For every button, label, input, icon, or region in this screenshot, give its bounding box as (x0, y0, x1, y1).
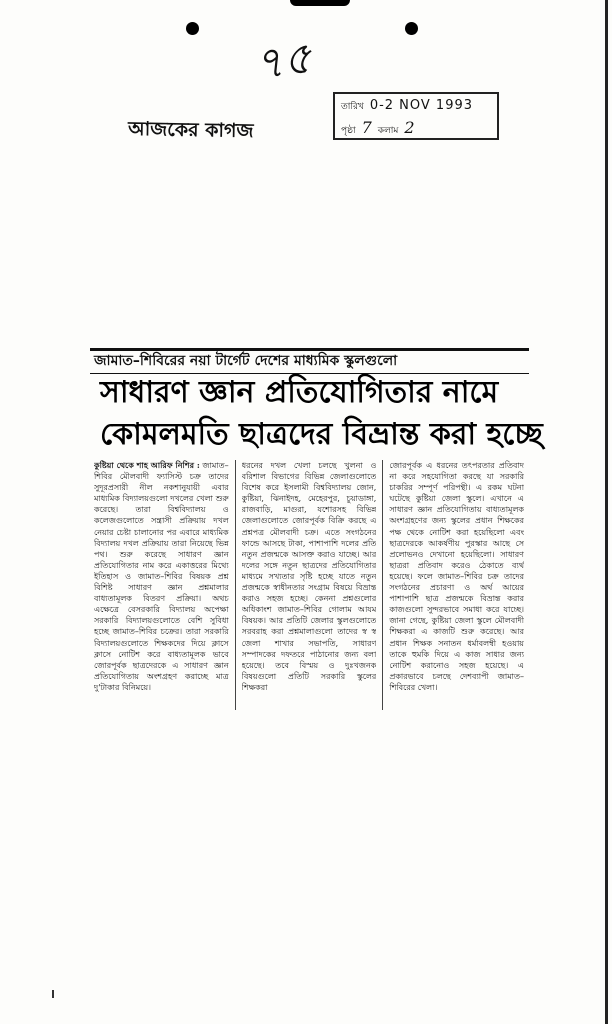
article-column-2: ধরনের দখল খেলা চলছে খুলনা ও বরিশাল বিভাগের বিভিন্ন জেলাগুলোতে বিশেষ করে ইসলামী বিশ্ববিদ্যালয় জোন, কুষ্টিয়া, ঝিনাইদহ, মেহেরপুর, চুয়াডাঙ্গা, রাজবাড়ি, মাগুরা, যশোরসহ বিভিন্ন জেলাগুলোতে জোরপূর্বক বিক্রি করছে এ প্রশ্নপত্র মৌলবাদী চক্র। এতে সংগঠনের ফান্ডে আসছে টাকা, পাশাপাশি দলের প্রতি নতুন প্রজন্মকে আসক্ত করাও যাচ্ছে। আর দলের সঙ্গে নতুন ছাত্রদের প্রতিযোগিতার মাধ্যমে সখ্যতার সৃষ্টি হচ্ছে যাতে নতুন প্রজন্মকে স্বাধীনতার সংগ্রাম বিষয়ে বিভ্রান্ত করাও সহজ হচ্ছে। কেননা প্রশ্নগুলোর অধিকাংশ জামাত–শিবির গোলাম আযম বিষয়ক। আর প্রতিটি জেলার স্কুলগুলোতে সরবরাহ করা প্রশ্নমালাগুলো তাদের স্ব স্ব জেলা শাখার সভাপতি, সাধারণ সম্পাদকের দফতরে পাঠানোর জন্য বলা হয়েছে। তবে বিস্ময় ও দুঃখজনক বিষয়গুলো প্রতিটি সরকারি স্কুলের শিক্ষকরা (241, 461, 377, 692)
handwritten-page-number: ৭৫ (251, 32, 316, 91)
headline-line-1: সাধারণ জ্ঞান প্রতিযোগিতার নামে (100, 375, 499, 410)
article-column-1-text: জামাত–শিবির মৌলবাদী ফ্যাসিস্ট চক্র তাদের সুদূরপ্রসারী নীল নকশানুযায়ী এবার মাধ্যমিক বিদ্যালয়গুলো দখলের খেলা শুরু করেছে। তারা বিশ্ববিদ্যালয় ও কলেজগুলোতে সন্ত্রাসী প্রক্রিয়ায় দখল নেয়ার চেষ্টা চালানোর পর এবারে মাধ্যমিক বিদ্যালয় দখল প্রক্রিয়ায় তারা নিয়েছে ভিন্ন পথ। শুরু করেছে সাধারণ জ্ঞান প্রতিযোগিতার নাম করে একাত্তরের মিথ্যে ইতিহাস ও জামাত–শিবির বিষয়ক প্রশ্ন বিশিষ্ট সাধারণ জ্ঞান প্রশ্নমালার বাধ্যতামূলক বিতরণ প্রক্রিয়া। অথচ এক্ষেত্রে বেসরকারি বিদ্যালয় অপেক্ষা সরকারি বিদ্যালয়গুলোতে বেশি সুবিধা হচ্ছে জামাত–শিবির চক্রের। তারা সরকারি বিদ্যালয়গুলোতে শিক্ষকদের দিয়ে ক্লাসে ক্লাসে নোটিশ করে বাধ্যতামূলক ভাবে জোরপূর্বক ছাত্রদেরকে এ সাধারণ জ্ঞান প্রতিযোগিতায় অংশগ্রহণ করাচ্ছে মাত্র দু'টাকার বিনিময়ে। (94, 461, 229, 692)
stamp-column: 2 (404, 118, 415, 137)
stamp-date: 0-2 NOV 1993 (369, 98, 474, 113)
punch-hole-right (405, 22, 418, 35)
date-stamp (333, 92, 499, 140)
stamp-page: 7 (361, 118, 372, 137)
article-body (94, 460, 524, 710)
article-kicker: জামাত–শিবিরের নয়া টার্গেট দেশের মাধ্যমিক স্কুলগুলো (90, 348, 529, 374)
stamp-page-label: পৃষ্ঠা (341, 126, 356, 136)
newspaper-name: আজকের কাগজ (127, 117, 254, 143)
headline-line-2: কোমলমতি ছাত্রদের বিভ্রান্ত করা হচ্ছে (100, 417, 543, 452)
article-column-1 (94, 460, 229, 710)
stamp-date-label: তারিখ (341, 102, 364, 112)
column-rule (235, 460, 236, 710)
page-edge-shadow (605, 0, 608, 1024)
scan-artifact (52, 990, 54, 998)
top-edge-mark (290, 0, 350, 6)
article-byline: কুষ্টিয়া থেকে শাহ আরিফ নিশির : (94, 460, 200, 470)
article-column-3: জোরপূর্বক এ ধরনের তৎপরতার প্রতিবাদ না করে সহযোগিতা করছে যা সরকারি চাকরির সম্পূর্ণ পরিপন্থী। এ রকম ঘটনা ঘটেছে কুষ্টিয়া জেলা স্কুলে। এখানে এ সাধারণ জ্ঞান প্রতিযোগিতায় বাধ্যতামূলক অংশগ্রহণের জন্য স্কুলের প্রধান শিক্ষকের পক্ষ থেকে নোটিশ করা হয়েছিলো এবং ছাত্রদেরকে আকর্ষণীয় পুরস্কার আছে সে প্রলোভনও দেখানো হয়েছিলো। সাধারণ ছাত্ররা প্রতিবাদ করেও ঠেকাতে ব্যর্থ হয়েছে। ফলে জামাত–শিবির চক্র তাদের সংগঠনের প্রচারণা ও অর্থ আয়ের পাশাপাশি ছাত্র প্রজন্মকে বিভ্রান্ত করার কাজগুলো সুন্দরভাবে সমাধা করে যাচ্ছে। জানা গেছে, কুষ্টিয়া জেলা স্কুলে মৌলবাদী শিক্ষকরা এ কাজটি শুরু করেছে। আর প্রধান শিক্ষক সনাতন ধর্মাবলম্বী হওয়ায় তাকে হুমকি দিয়ে এ কাজ সাধার জন্য নোটিশ করানোও সহজ হয়েছে। এ প্রকারভাবে চলছে দেশব্যাপী জামাত–শিবিরের খেলা। (389, 461, 525, 692)
news-clipping (90, 348, 543, 708)
punch-hole-left (186, 22, 199, 35)
stamp-column-label: কলাম (377, 126, 399, 136)
column-rule (382, 460, 383, 710)
